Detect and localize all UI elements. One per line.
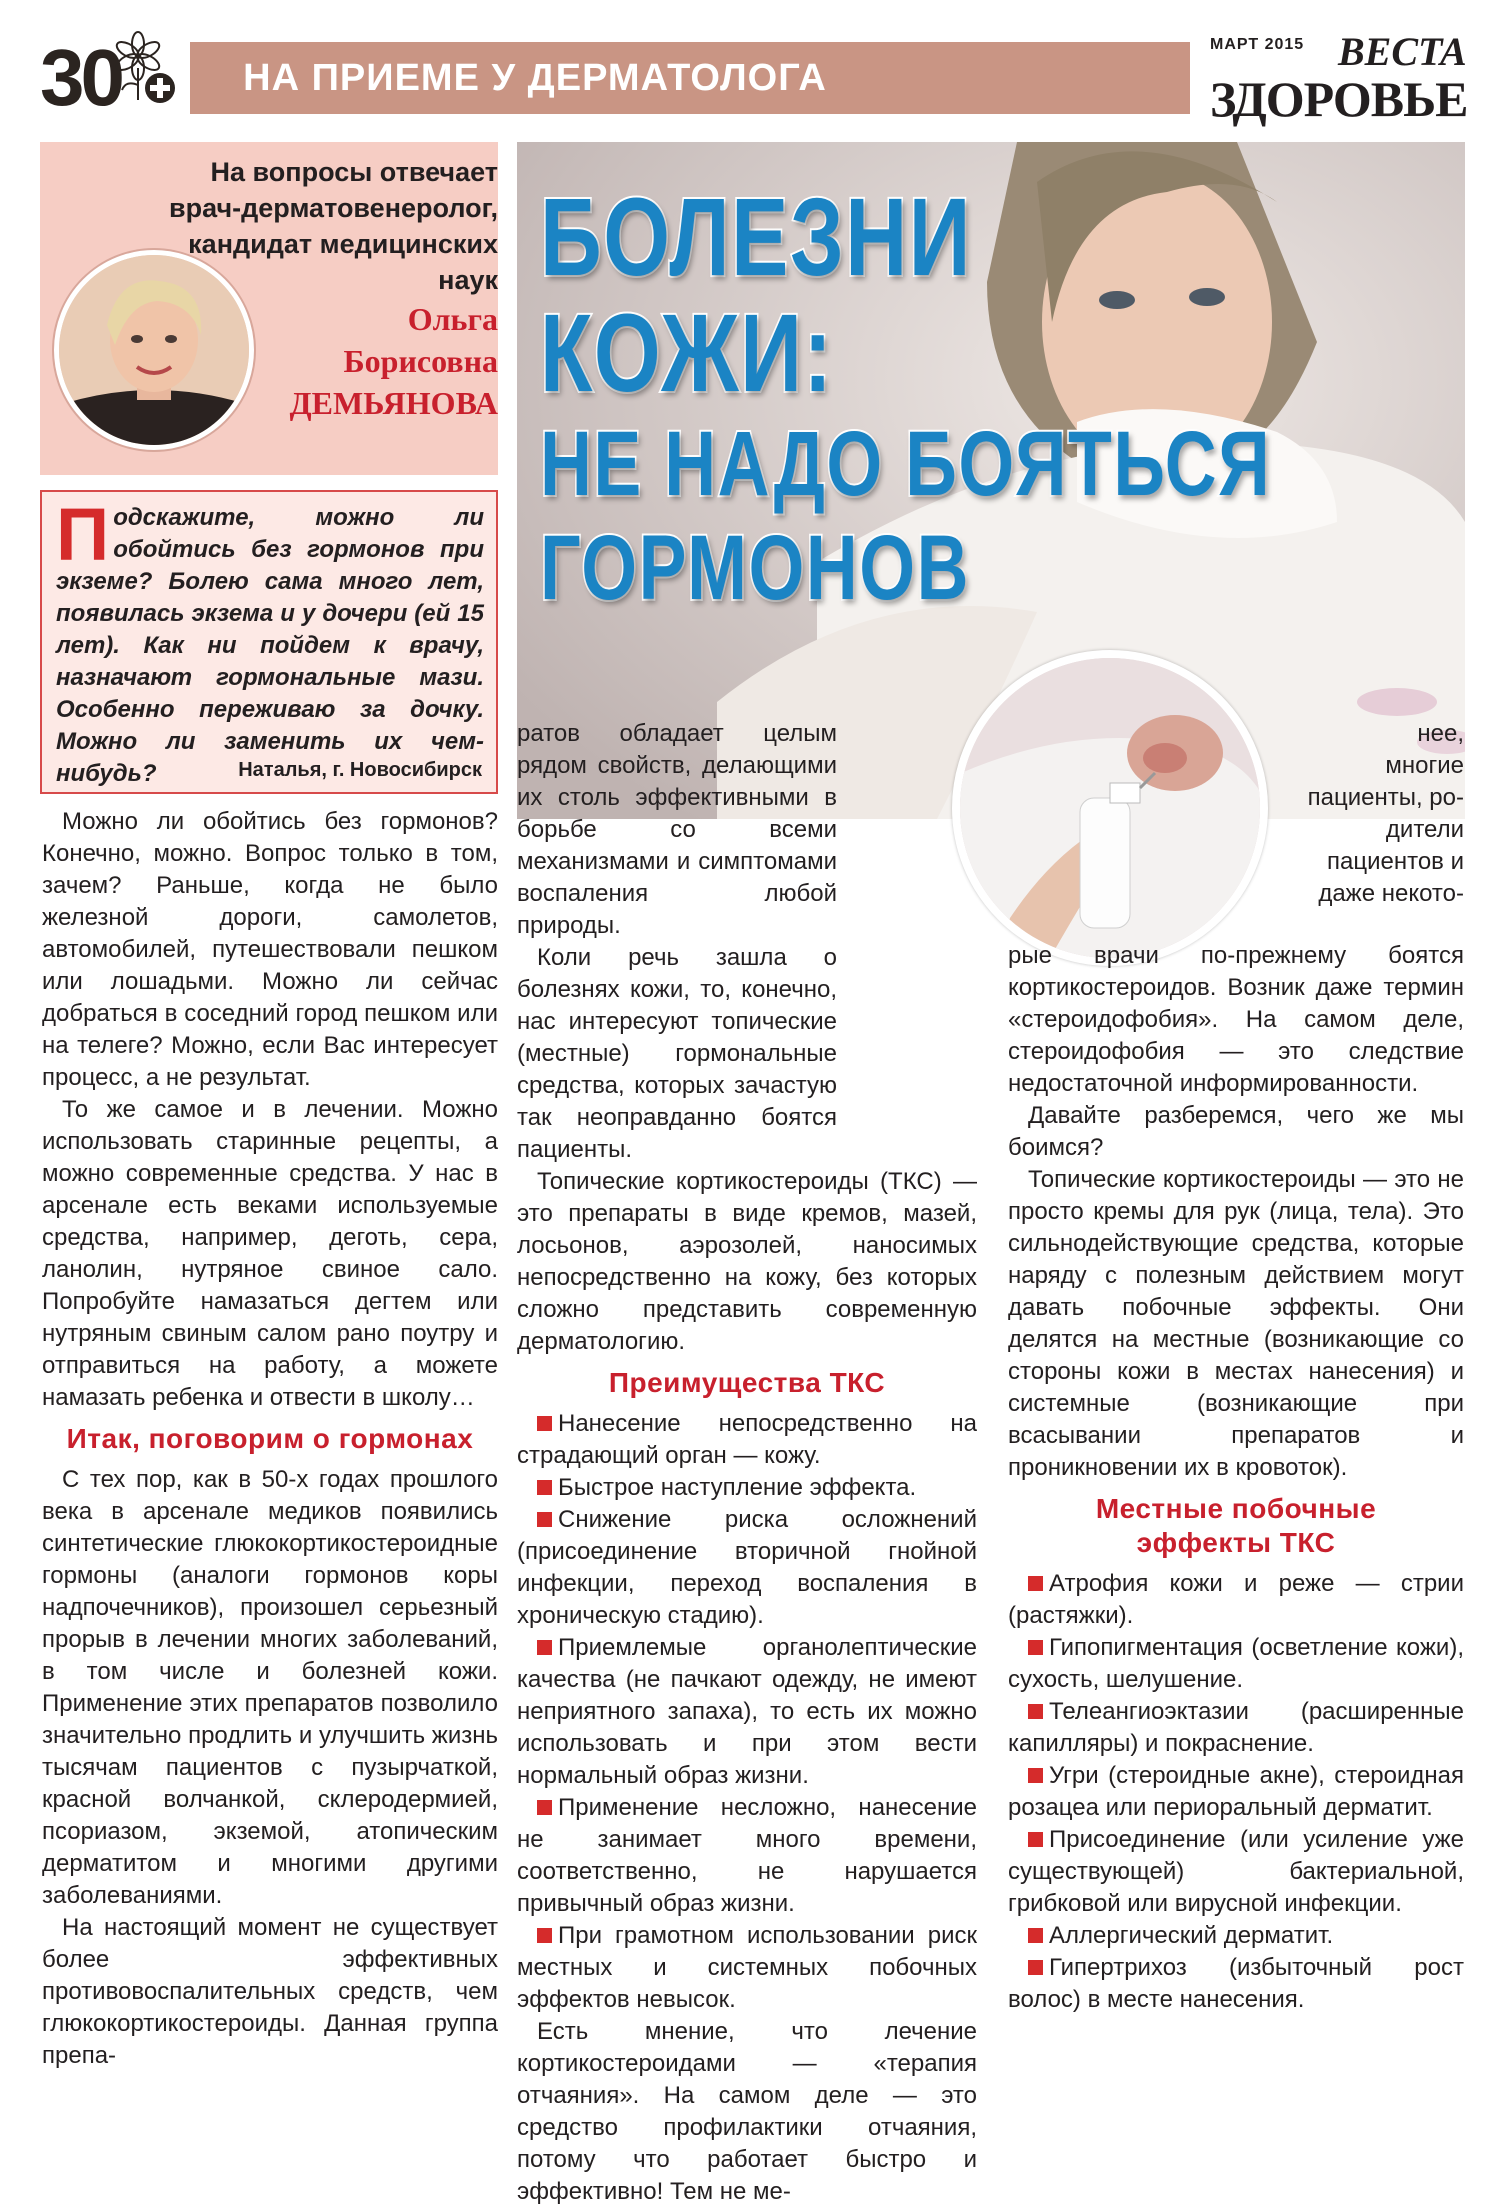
list-item: Атрофия кожи и реже — стрии (растяжки). [1008,1570,1464,1629]
text-line: пациентов и [1327,848,1464,875]
doctor-name: Ольга Борисовна ДЕМЬЯНОВА [289,301,498,421]
list-item: Аллергический дерматит. [1008,1920,1464,1952]
text-line: даже некото- [1318,880,1464,907]
text-line: дители [1385,816,1464,843]
paragraph: рые врачи по-прежнему боятся кортикостероидов. Возник даже термин «стероидофобия». На самом деле, стероидофобия — это следствие недостаточной информированности. [1008,942,1464,1097]
bullet-square-icon [537,1480,552,1495]
bullet-square-icon [537,1640,552,1655]
paragraph: Коли речь зашла о болезнях кожи, то, конечно, нас интересуют топические (местные) гормональные средства, которых зачастую так неоправданно боятся пациенты. [517,944,837,1163]
bullet-square-icon [1028,1640,1043,1655]
paragraph: С тех пор, как в 50-х годах прошлого века в арсенале медиков появились синтетические глюкокортикостероидные гормоны (аналоги гормонов коры надпочечников), произошел серьезный прорыв в лечении многих заболеваний, в том числе и болезней кожи. Применение этих препаратов позволило значительно продлить и улучшить жизнь тысячам пациентов с пузырчаткой, красной волчанкой, склеродермией, псориазом, экземой, атопическим дерматитом и многими другими заболеваниями. [42,1466,498,1909]
page-number: 30 [40,33,121,122]
issue-date: МАРТ 2015 [1210,36,1305,53]
paragraph: Давайте разберемся, чего же мы боимся? [1008,1102,1464,1161]
bullet-square-icon [1028,1704,1043,1719]
question-text: Подскажите, можно ли обойтись без гормонов при экземе? Болею сама много лет, появилась экзема и у дочери (ей 15 лет). Как ни пойдем к врачу, назначают гормональные мази. Особенно переживаю за дочку. Можно ли заменить их чем-нибудь? [56,493,484,787]
doctor-info-box [40,142,498,475]
dropcap: П [56,493,110,576]
headline-line-2: КОЖИ: [540,292,834,415]
text-line: пациенты, ро- [1307,784,1464,811]
bullet-square-icon [1028,1576,1043,1591]
paragraph: ратов обладает целым рядом свойств, делающими их столь эффективными в борьбе со всеми механизмами и симптомами воспаления любой природы. [517,720,837,939]
list-item: Быстрое наступление эффекта. [517,1472,977,1504]
headline-line-3: НЕ НАДО БОЯТЬСЯ [540,413,1272,515]
question-signature: Наталья, г. Новосибирск [238,759,482,781]
article-column-2 [517,718,977,2208]
subheading: Местные побочные эффекты ТКС [1095,1493,1377,1558]
list-item: Гипопигментация (осветление кожи), сухость, шелушение. [1008,1634,1464,1693]
bullet-square-icon [537,1416,552,1431]
list-item: Приемлемые органолептические качества (не пачкают одежду, не имеют неприятного запаха), то есть их можно использовать и при этом вести нормальный образ жизни. [517,1634,977,1789]
list-item: Снижение риска осложнений (присоединение вторичной гнойной инфекции, переход воспаления в хроническую стадию). [517,1506,977,1629]
doctor-role: На вопросы отвечает врач-дерматовенеролог, кандидат медицинских наук [169,157,498,295]
headline-line-4: ГОРМОНОВ [540,517,971,619]
magazine-title: ВЕСТА [1338,29,1467,74]
paragraph: Есть мнение, что лечение кортикостероидами — «терапия отчаяния». На самом деле — это средство профилактики отчаяния, потому что работает быстро и эффективно! Тем не ме- [517,2018,977,2205]
bullet-square-icon [537,1512,552,1527]
magazine-subtitle: ЗДОРОВЬЕ [1210,71,1468,127]
flower-cross-logo-icon [108,30,178,110]
list-item: Применение несложно, нанесение не занимает много времени, соответственно, не нарушается привычный образ жизни. [517,1794,977,1917]
article-column-1 [42,806,498,2072]
article-headline [540,176,1272,620]
list-item: При грамотном использовании риск местных и системных побочных эффектов невысок. [517,1922,977,2013]
list-item: Угри (стероидные акне), стероидная розацеа или периоральный дерматит. [1008,1762,1464,1821]
bullet-square-icon [1028,1928,1043,1943]
subheading: Преимущества ТКС [608,1367,886,1398]
list-item: Нанесение непосредственно на страдающий орган — кожу. [517,1410,977,1469]
paragraph: То же самое и в лечении. Можно использовать старинные рецепты, а можно современные средства. У нас в арсенале есть веками используемые средства, например, деготь, сера, ланолин, нутряное свиное сало. Попробуйте намазаться дегтем или нутряным свиным салом рано поутру и отправиться на работу, а можете намазать ребенка и отвести в школу… [42,1096,498,1411]
paragraph: Топические кортикостероиды (ТКС) — это препараты в виде кремов, мазей, лосьонов, аэрозолей, наносимых непосредственно на кожу, без которых сложно представить современную дерматологию. [517,1168,977,1355]
reader-question-box [40,490,498,794]
subheading: Итак, поговорим о гормонах [66,1423,474,1454]
text-line: многие [1385,752,1464,779]
bullet-square-icon [537,1800,552,1815]
bullet-square-icon [1028,1960,1043,1975]
bullet-square-icon [537,1928,552,1943]
list-item: Телеангиоэктазии (расширенные капилляры) и покраснение. [1008,1698,1464,1757]
list-item: Гипертрихоз (избыточный рост волос) в месте нанесения. [1008,1954,1464,2013]
paragraph: Можно ли обойтись без гормонов? Конечно, можно. Вопрос только в том, зачем? Раньше, когда не было железной дороги, самолетов, автомобилей, путешествовали пешком или лошадьми. Можно ли сейчас добраться в соседний город пешком или на телеге? Можно, если Вас интересует процесс, а не результат. [42,808,498,1091]
headline-line-1: БОЛЕЗНИ [540,176,973,299]
paragraph: На настоящий момент не существует более эффективных противовоспалительных средств, чем глюкокортикостероиды. Данная группа препа- [42,1914,498,2069]
bullet-square-icon [1028,1768,1043,1783]
article-column-3 [1008,940,1464,2016]
text-line: нее, [1417,720,1464,747]
paragraph: Топические кортикостероиды — это не просто кремы для рук (лица, тела). Это сильнодействующие средства, которые наряду с полезным действием могут давать побочные эффекты. Они делятся на местные (возникающие со стороны кожи в местах нанесения) и системные (возникающие при всасывании препаратов и проникновении их в кровоток). [1008,1166,1464,1481]
article-column-3-wrap [1185,718,1464,910]
list-item: Присоединение (или усиление уже существующей) бактериальной, грибковой или вирусной инфекции. [1008,1826,1464,1917]
rubric-title: НА ПРИЕМЕ У ДЕРМАТОЛОГА [243,57,827,99]
bullet-square-icon [1028,1832,1043,1847]
